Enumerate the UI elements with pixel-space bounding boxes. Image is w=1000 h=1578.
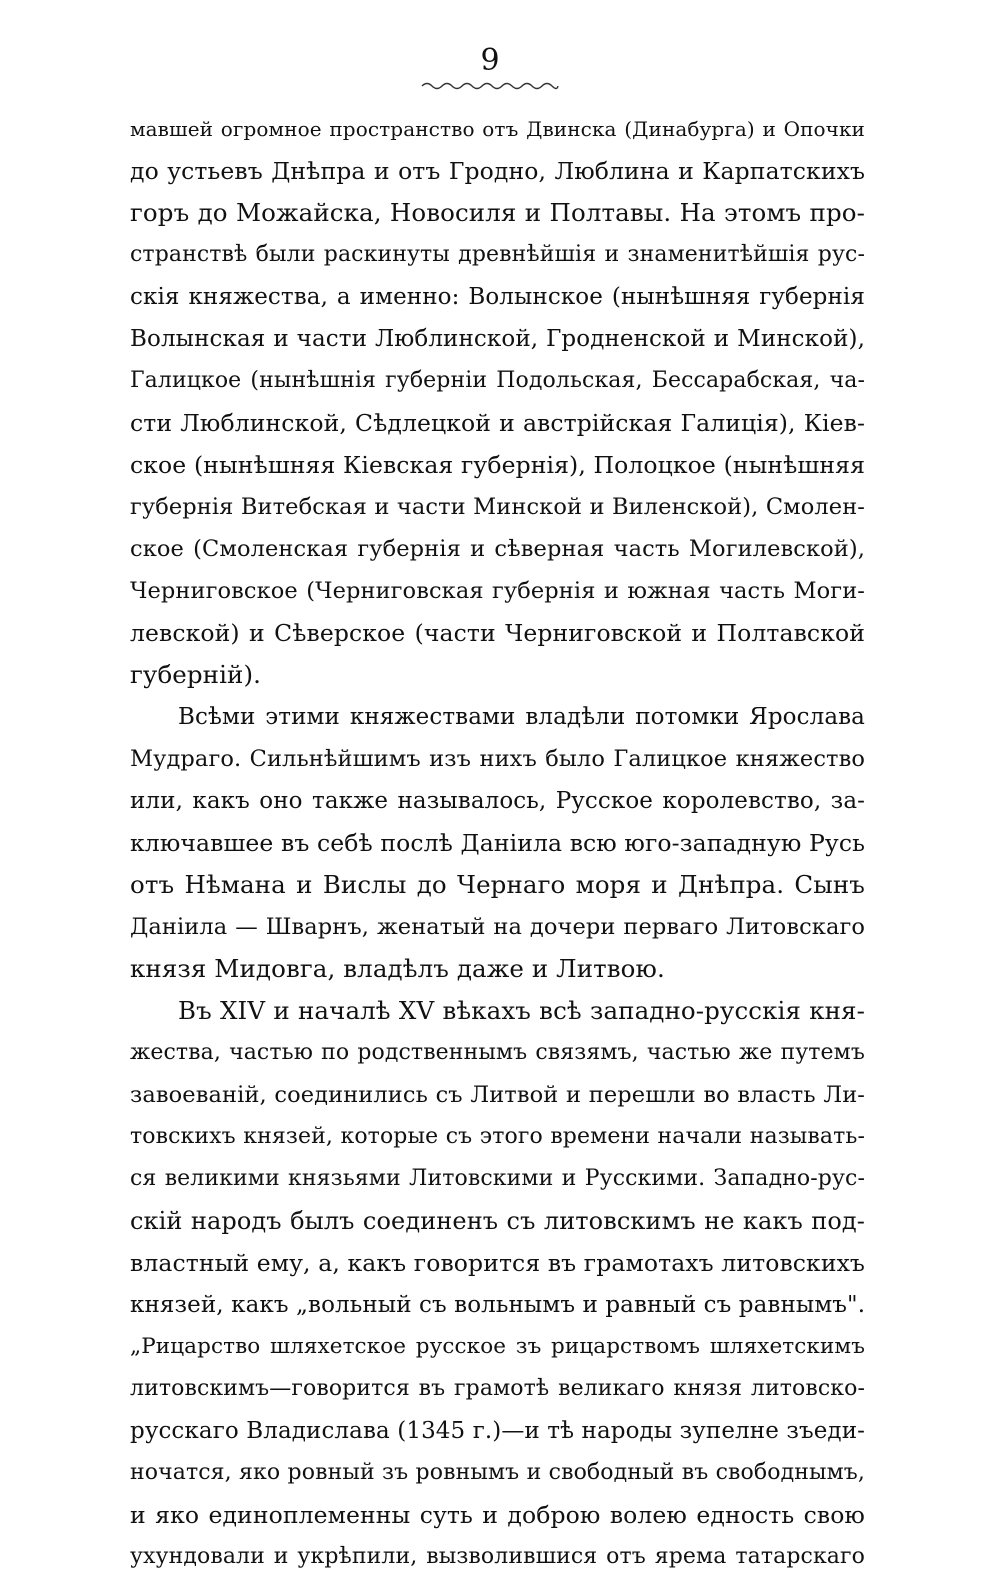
text-line: ся великими князьями Литовскими и Русскими. Западно-рус- bbox=[130, 1166, 865, 1191]
text-line: ухундовали и укрѣпили, вызволившися отъ ярема татарскаго bbox=[130, 1544, 865, 1569]
text-line: мавшей огромное пространство отъ Двинска (Динабурга) и Опочки bbox=[130, 117, 865, 141]
page-number: 9 bbox=[480, 43, 500, 78]
text-line: ское (нынѣшняя Кіевская губернія), Полоцкое (нынѣшняя bbox=[130, 451, 865, 479]
text-line: товскихъ князей, которые съ этого времени начали называть- bbox=[130, 1124, 865, 1149]
text-line: ское (Смоленская губернія и сѣверная часть Могилевской), bbox=[130, 536, 865, 562]
text-line: скій народъ былъ соединенъ съ литовскимъ не какъ под- bbox=[130, 1207, 865, 1235]
text-line: Мудраго. Сильнѣйшимъ изъ нихъ было Галицкое княжество bbox=[130, 746, 865, 772]
text-line: Даніила — Шварнъ, женатый на дочери перваго Литовскаго bbox=[130, 914, 865, 940]
text-line: жества, частью по родственнымъ связямъ, частью же путемъ bbox=[130, 1040, 865, 1065]
text-line: Всѣми этими княжествами владѣли потомки Ярослава bbox=[178, 704, 865, 730]
wavy-ornament-icon bbox=[420, 80, 560, 92]
text-line: ночатся, яко ровный зъ ровнымъ и свободный въ свободнымъ, bbox=[130, 1460, 865, 1485]
text-line: властный ему, а, какъ говорится въ грамотахъ литовскихъ bbox=[130, 1249, 865, 1277]
text-line: литовскимъ—говорится въ грамотѣ великаго князя литовско- bbox=[130, 1376, 865, 1401]
text-line: Черниговское (Черниговская губернія и южная часть Моги- bbox=[130, 578, 865, 604]
text-line: отъ Нѣмана и Вислы до Чернаго моря и Днѣпра. Сынъ bbox=[130, 870, 865, 899]
body-text bbox=[130, 108, 865, 1578]
text-line: до устьевъ Днѣпра и отъ Гродно, Люблина и Карпатскихъ bbox=[130, 157, 865, 185]
text-line: и яко единоплеменны суть и доброю волею едность свою bbox=[130, 1501, 865, 1529]
text-line: князей, какъ „вольный съ вольнымъ и равный съ равнымъ". bbox=[130, 1292, 866, 1318]
text-line: завоеваній, соединились съ Литвой и перешли во власть Ли- bbox=[130, 1082, 865, 1108]
text-line: Въ XIV и началѣ XV вѣкахъ всѣ западно-русскія кня- bbox=[178, 996, 865, 1025]
text-line: „Рицарство шляхетское русское зъ рицарствомъ шляхетскимъ bbox=[130, 1334, 865, 1359]
text-line: скія княжества, а именно: Волынское (нынѣшняя губернія bbox=[130, 284, 865, 310]
text-line: сти Люблинской, Сѣдлецкой и австрійская Галиція), Кіев- bbox=[130, 409, 865, 437]
text-line: горъ до Можайска, Новосиля и Полтавы. На этомъ про- bbox=[130, 198, 865, 227]
text-line: князя Мидовга, владѣлъ даже и Литвою. bbox=[130, 954, 665, 983]
text-line: левской) и Сѣверское (части Черниговской и Полтавской bbox=[130, 619, 865, 647]
text-line: странствѣ были раскинуты древнѣйшія и знаменитѣйшія рус- bbox=[130, 242, 865, 267]
text-line: русскаго Владислава (1345 г.)—и тѣ народы зупелне зъеди- bbox=[130, 1418, 865, 1444]
text-line: или, какъ оно также называлось, Русское королевство, за- bbox=[130, 788, 865, 814]
text-line: Волынская и части Люблинской, Гродненской и Минской), bbox=[130, 326, 865, 352]
text-line: губернія Витебская и части Минской и Виленской), Смолен- bbox=[130, 494, 865, 520]
text-line: ключавшее въ себѣ послѣ Даніила всю юго-западную Русь bbox=[130, 829, 865, 857]
text-line: Галицкое (нынѣшнія губерніи Подольская, Бессарабская, ча- bbox=[130, 368, 865, 393]
text-line: губерній). bbox=[130, 660, 262, 689]
